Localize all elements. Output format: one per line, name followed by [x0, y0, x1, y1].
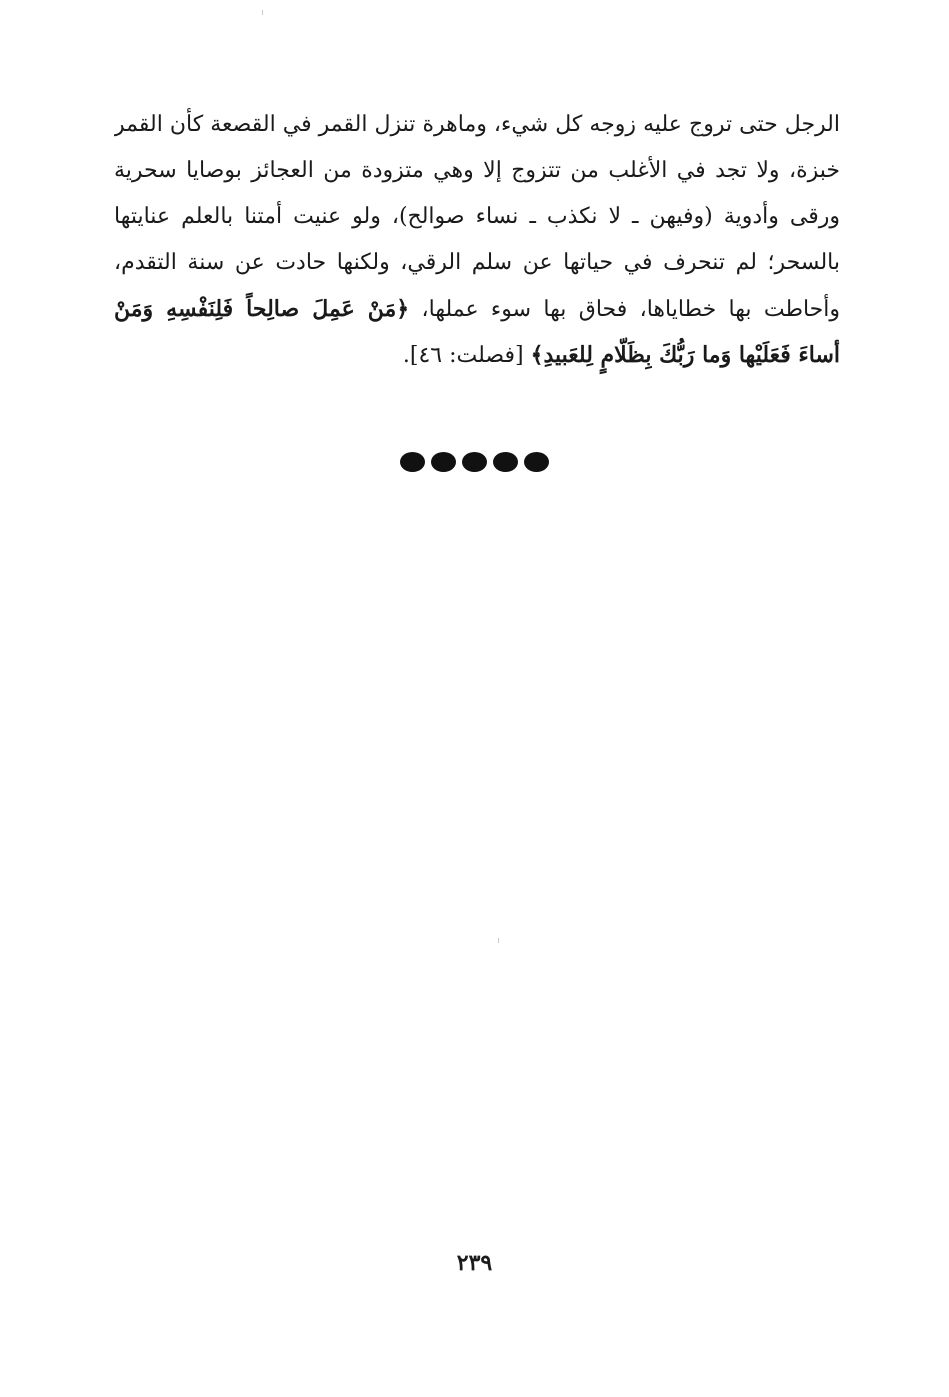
- text-line: [114, 332, 840, 378]
- line-text: الرجل حتى تروج عليه زوجه كل شيء، وماهرة تنزل القمر في القصعة كأن القمر: [114, 112, 840, 137]
- separator-dot: [462, 452, 487, 472]
- text-line: [114, 194, 840, 240]
- line-text: بالسحر؛ لم تنحرف في حياتها عن سلم الرقي، ولكنها حادت عن سنة التقدم،: [114, 250, 840, 275]
- separator-dot: [524, 452, 549, 472]
- text-line: [114, 286, 840, 332]
- page-number: ٢٣٩: [456, 1250, 493, 1276]
- body-text: [114, 102, 840, 378]
- text-line: [114, 102, 840, 148]
- separator-dot: [400, 452, 425, 472]
- text-line: [114, 148, 840, 194]
- line-text: ورقى وأدوية (وفيهن ـ لا نكذب ـ نساء صوالح)، ولو عنيت أمتنا بالعلم عنايتها: [114, 204, 840, 229]
- section-separator: [0, 452, 949, 472]
- separator-dot: [493, 452, 518, 472]
- line-text: وأحاطت بها خطاياها، فحاق بها سوء عملها،: [409, 297, 840, 322]
- verse-citation: [فصلت: ٤٦].: [402, 343, 531, 368]
- scan-mark: [262, 10, 263, 15]
- quran-verse: أساءَ فَعَلَيْها وَما رَبُّكَ بِظَلّامٍ لِلعَبيدِ﴾: [530, 342, 840, 368]
- scan-mark: [498, 938, 499, 943]
- separator-dot: [431, 452, 456, 472]
- line-text: خبزة، ولا تجد في الأغلب من تتزوج إلا وهي متزودة من العجائز بوصايا سحرية: [114, 158, 840, 183]
- text-line: [114, 240, 840, 286]
- quran-verse: ﴿مَنْ عَمِلَ صالِحاً فَلِنَفْسِهِ وَمَنْ: [114, 296, 410, 322]
